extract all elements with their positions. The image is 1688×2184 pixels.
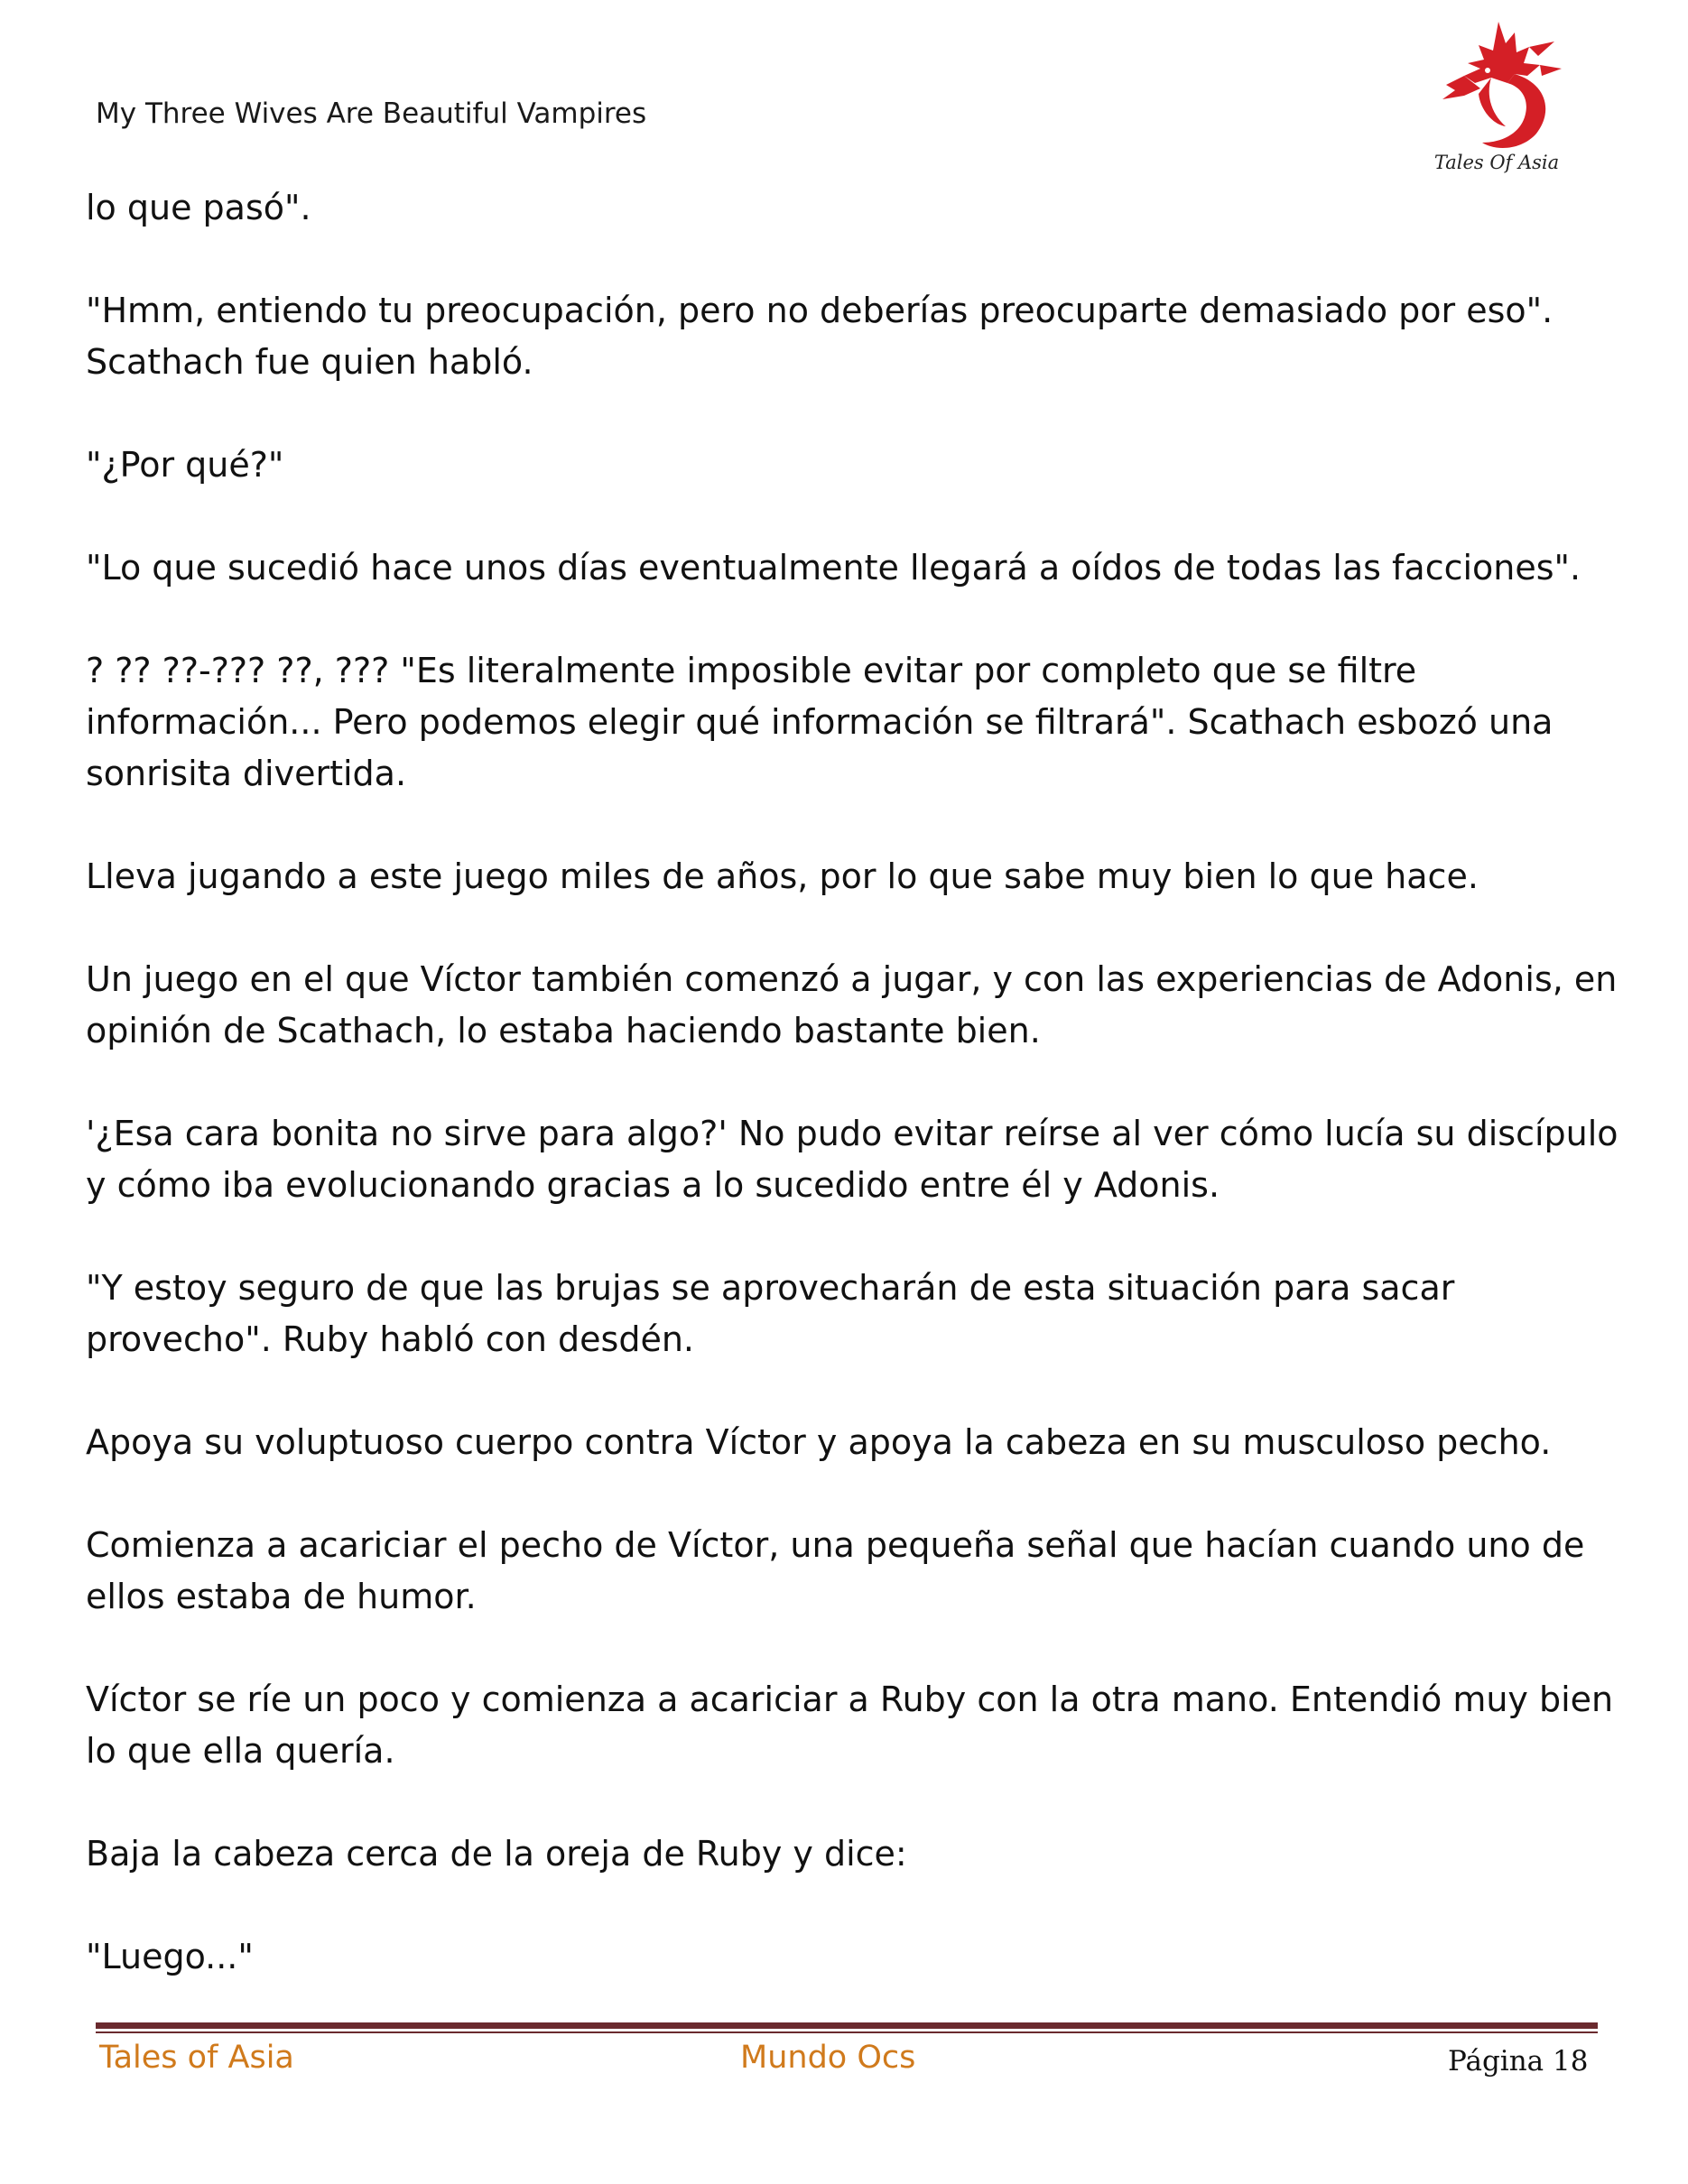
running-title: My Three Wives Are Beautiful Vampires: [96, 97, 647, 130]
paragraph: Comienza a acariciar el pecho de Víctor, una pequeña señal que hacían cuando uno de ellos estaba de humor.: [86, 1525, 1585, 1616]
dragon-logo: [1428, 20, 1565, 182]
paragraph: ? ?? ??-??? ??, ??? "Es literalmente imposible evitar por completo que se filtre información... Pero podemos elegir qué información se filtrará". Scathach esbozó una sonrisita divertida.: [86, 651, 1554, 793]
footer-divider: [96, 2022, 1598, 2033]
paragraph: Baja la cabeza cerca de la oreja de Ruby y dice:: [86, 1834, 907, 1874]
paragraph: '¿Esa cara bonita no sirve para algo?' No pudo evitar reírse al ver cómo lucía su discípulo y cómo iba evolucionando gracias a lo sucedido entre él y Adonis.: [86, 1114, 1618, 1205]
paragraph: Apoya su voluptuoso cuerpo contra Víctor y apoya la cabeza en su musculoso pecho.: [86, 1422, 1552, 1462]
footer-site-name: Tales of Asia: [99, 2040, 294, 2076]
footer-group-name: Mundo Ocs: [740, 2040, 916, 2076]
dragon-eye-icon: [1485, 68, 1490, 73]
paragraph: "Lo que sucedió hace unos días eventualmente llegará a oídos de todas las facciones".: [86, 548, 1581, 588]
paragraph: Lleva jugando a este juego miles de años, por lo que sabe muy bien lo que hace.: [86, 856, 1479, 896]
paragraph: Un juego en el que Víctor también comenzó a jugar, y con las experiencias de Adonis, en opinión de Scathach, lo estaba haciendo bastante bien.: [86, 959, 1618, 1050]
page-body: [86, 182, 1620, 2034]
paragraph: "Luego...": [86, 1937, 254, 1976]
paragraph: "Y estoy seguro de que las brujas se aprovecharán de esta situación para sacar provecho". Ruby habló con desdén.: [86, 1268, 1455, 1359]
dragon-icon: [1428, 20, 1565, 155]
page-number: Página 18: [1448, 2045, 1589, 2078]
paragraph: "Hmm, entiendo tu preocupación, pero no deberías preocuparte demasiado por eso". Scathach fue quien habló.: [86, 291, 1554, 382]
logo-text: Tales Of Asia: [1433, 152, 1560, 173]
paragraph: "¿Por qué?": [86, 445, 284, 485]
paragraph: lo que pasó".: [86, 188, 311, 227]
paragraph: Víctor se ríe un poco y comienza a acariciar a Ruby con la otra mano. Entendió muy bien lo que ella quería.: [86, 1680, 1614, 1771]
